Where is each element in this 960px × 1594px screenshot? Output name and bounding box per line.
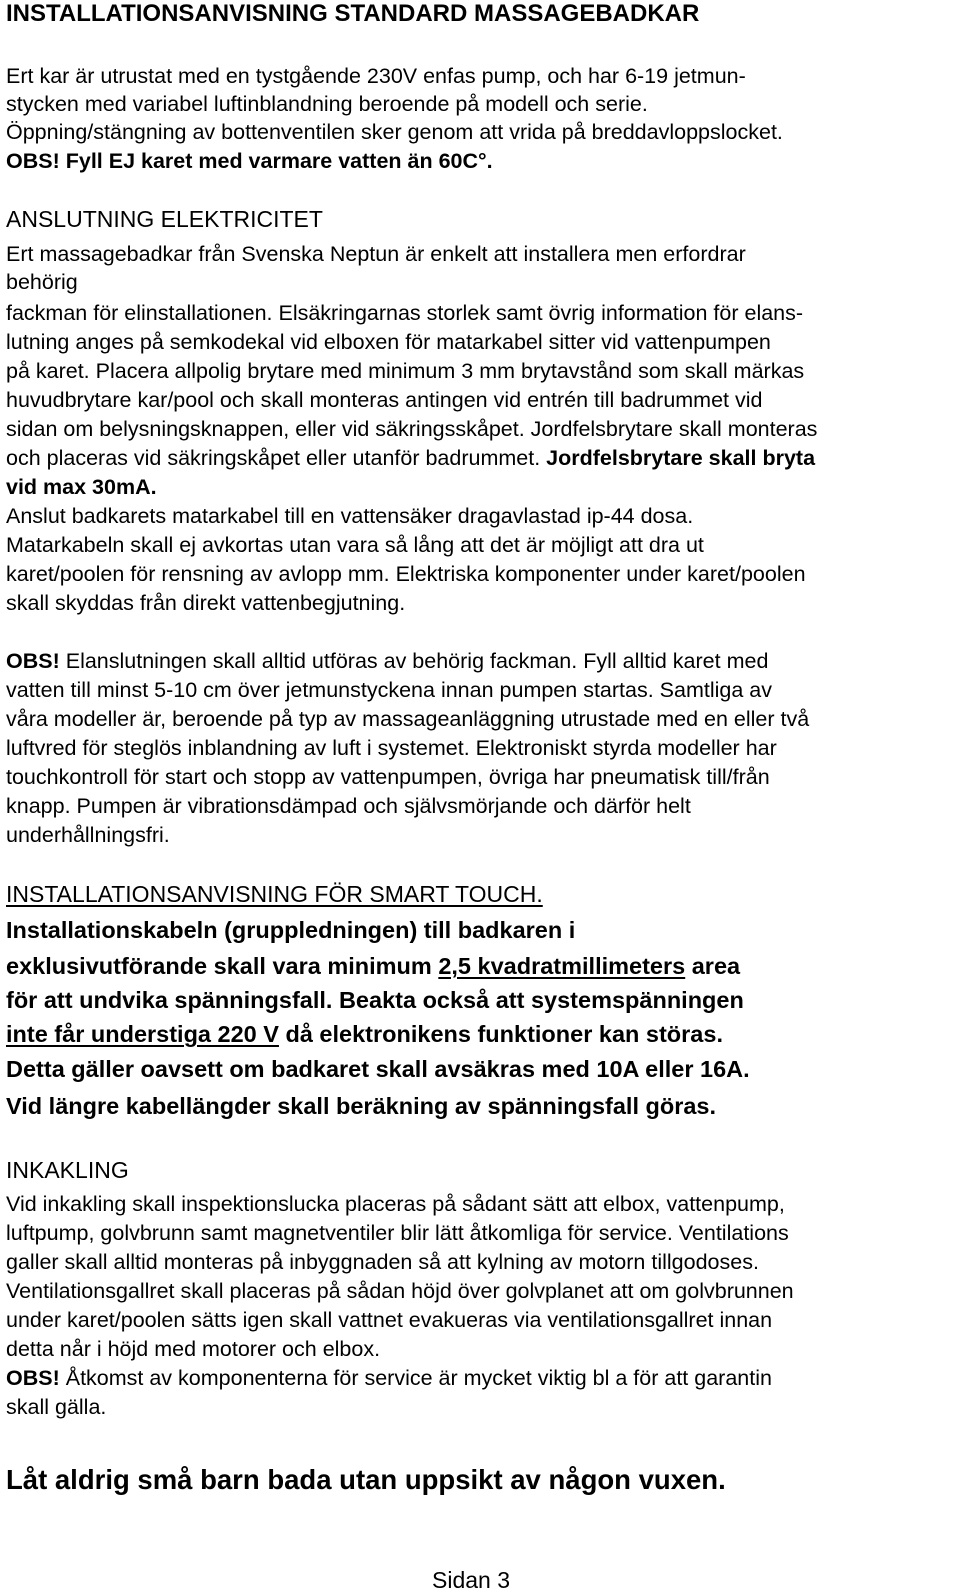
- smart-touch-text: area: [685, 953, 741, 979]
- electric-line: [6, 444, 815, 472]
- page-title: INSTALLATIONSANVISNING STANDARD MASSAGEBADKAR: [6, 0, 700, 27]
- electric-line: sidan om belysningsknappen, eller vid säkringsskåpet. Jordfelsbrytare skall monteras: [6, 417, 818, 441]
- notice-line: touchkontroll för start och stopp av vattenpumpen, övriga har pneumatisk till/från: [6, 765, 770, 789]
- inkakling-line: Ventilationsgallret skall placeras på sådan höjd över golvplanet att om golvbrunnen: [6, 1279, 794, 1303]
- electric-line: på karet. Placera allpolig brytare med minimum 3 mm brytavstånd som skall märkas: [6, 359, 805, 383]
- notice-line: luftvred för steglös inblandning av luft i systemet. Elektroniskt styrda modeller har: [6, 736, 777, 760]
- electric-line: fackman för elinstallationen. Elsäkringarnas storlek samt övrig information för elans-: [6, 301, 804, 325]
- electric-line: huvudbrytare kar/pool och skall monteras antingen vid entrén till badrummet vid: [6, 388, 763, 412]
- rcd-requirement: Jordfelsbrytare skall bryta: [546, 446, 816, 470]
- electric-line: behörig: [6, 270, 78, 294]
- electric-line: skall skyddas från direkt vattenbegjutning.: [6, 591, 406, 615]
- electric-line: lutning anges på semkodekal vid elboxen för matarkabel sitter vid vattenpumpen: [6, 330, 771, 354]
- smart-touch-line: Detta gäller oavsett om badkaret skall avsäkras med 10A eller 16A.: [6, 1056, 750, 1082]
- inkakling-line: luftpump, golvbrunn samt magnetventiler blir lätt åtkomliga för service. Ventilations: [6, 1221, 789, 1245]
- page-number: Sidan 3: [432, 1567, 511, 1593]
- notice-line: knapp. Pumpen är vibrationsdämpad och självsmörjande och därför helt: [6, 794, 691, 818]
- electric-line: Ert massagebadkar från Svenska Neptun är enkelt att installera men erfordrar: [6, 242, 746, 266]
- inkakling-line: under karet/poolen sätts igen skall vattnet evakueras via ventilationsgallret innan: [6, 1308, 773, 1332]
- obs-label: OBS!: [6, 1366, 60, 1390]
- intro-line: Ert kar är utrustat med en tystgående 230V enfas pump, och har 6-19 jetmun-: [6, 64, 746, 88]
- electric-line: Anslut badkarets matarkabel till en vattensäker dragavlastad ip-44 dosa.: [6, 504, 694, 528]
- intro-line: stycken med variabel luftinblandning beroende på modell och serie.: [6, 92, 648, 116]
- inkakling-heading: INKAKLING: [6, 1157, 129, 1183]
- electric-heading: ANSLUTNING ELEKTRICITET: [6, 206, 323, 232]
- notice-text: Elanslutningen skall alltid utföras av behörig fackman. Fyll alltid karet med: [59, 649, 769, 673]
- inkakling-line: [6, 1364, 772, 1392]
- electric-line: Matarkabeln skall ej avkortas utan vara så lång att det är möjligt att dra ut: [6, 533, 704, 557]
- smart-touch-line: Vid längre kabellängder skall beräkning av spänningsfall göras.: [6, 1093, 717, 1119]
- intro-line: Öppning/stängning av bottenventilen sker genom att vrida på breddavloppslocket.: [6, 120, 783, 144]
- smart-touch-heading: INSTALLATIONSANVISNING FÖR SMART TOUCH.: [6, 881, 543, 907]
- smart-touch-text: exklusivutförande skall vara minimum: [6, 953, 439, 979]
- inkakling-text: Åtkomst av komponenterna för service är mycket viktig bl a för att garantin: [59, 1366, 772, 1390]
- smart-touch-line: [6, 1018, 723, 1050]
- notice-line: våra modeller är, beroende på typ av massageanläggning utrustade med en eller två: [6, 707, 810, 731]
- inkakling-line: galler skall alltid monteras på inbyggnaden så att kylning av motorn tillgodoses.: [6, 1250, 759, 1274]
- rcd-requirement-cont: vid max 30mA.: [6, 475, 157, 499]
- inkakling-line: Vid inkakling skall inspektionslucka placeras på sådant sätt att elbox, vattenpump,: [6, 1192, 785, 1216]
- notice-line: [6, 647, 768, 675]
- smart-touch-text: då elektronikens funktioner kan störas.: [278, 1021, 723, 1047]
- electric-text: och placeras vid säkringskåpet eller utanför badrummet.: [6, 446, 547, 470]
- smart-touch-line: [6, 950, 740, 982]
- notice-line: underhållningsfri.: [6, 823, 170, 847]
- inkakling-line: detta når i höjd med motorer och elbox.: [6, 1337, 381, 1361]
- child-safety-warning: Låt aldrig små barn bada utan uppsikt av någon vuxen.: [6, 1464, 726, 1495]
- smart-touch-line: för att undvika spänningsfall. Beakta också att systemspänningen: [6, 987, 744, 1013]
- obs-label: OBS!: [6, 649, 60, 673]
- cable-area-spec: 2,5 kvadratmillimeters: [438, 953, 686, 979]
- notice-line: vatten till minst 5-10 cm över jetmunstyckena innan pumpen startas. Samtliga av: [6, 678, 772, 702]
- intro-warning: OBS! Fyll EJ karet med varmare vatten än 60C°.: [6, 149, 493, 173]
- voltage-spec: inte får understiga 220 V: [6, 1021, 279, 1047]
- smart-touch-line: Installationskabeln (gruppledningen) till badkaren i: [6, 917, 576, 943]
- electric-line: karet/poolen för rensning av avlopp mm. Elektriska komponenter under karet/poolen: [6, 562, 806, 586]
- inkakling-line: skall gälla.: [6, 1395, 107, 1419]
